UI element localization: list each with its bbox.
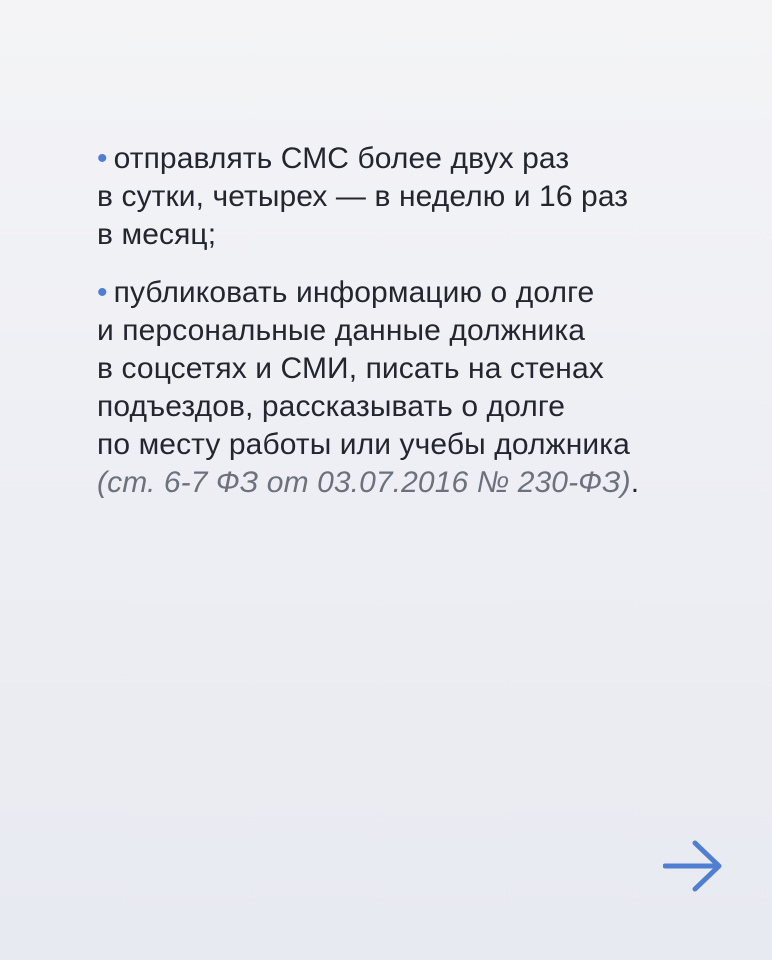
- list-item-line: [97, 274, 737, 312]
- citation-period: .: [630, 466, 640, 499]
- list-item-text: и персональные данные должника: [97, 314, 586, 347]
- citation-line: [97, 464, 737, 502]
- law-citation: (ст. 6-7 ФЗ от 03.07.2016 № 230-ФЗ): [97, 466, 631, 499]
- list-item-line: [97, 140, 737, 178]
- list-item-text: публиковать информацию о долге: [113, 276, 595, 309]
- list-item-text: в соцсетях и СМИ, писать на стенах: [97, 352, 604, 385]
- list-item: [97, 140, 737, 254]
- list-item-text: в сутки, четырех — в неделю и 16 раз: [97, 180, 629, 213]
- list-item-text: в месяц;: [97, 218, 217, 251]
- bullet-marker: •: [97, 276, 108, 309]
- list-item: [97, 274, 737, 502]
- bullet-marker: •: [97, 142, 108, 175]
- list-item-text: по месту работы или учебы должника: [97, 428, 630, 461]
- bullet-list: [97, 140, 737, 522]
- arrow-right-icon[interactable]: [663, 838, 723, 894]
- list-item-text: отправлять СМС более двух раз: [113, 142, 570, 175]
- list-item-text: подъездов, рассказывать о долге: [97, 390, 566, 423]
